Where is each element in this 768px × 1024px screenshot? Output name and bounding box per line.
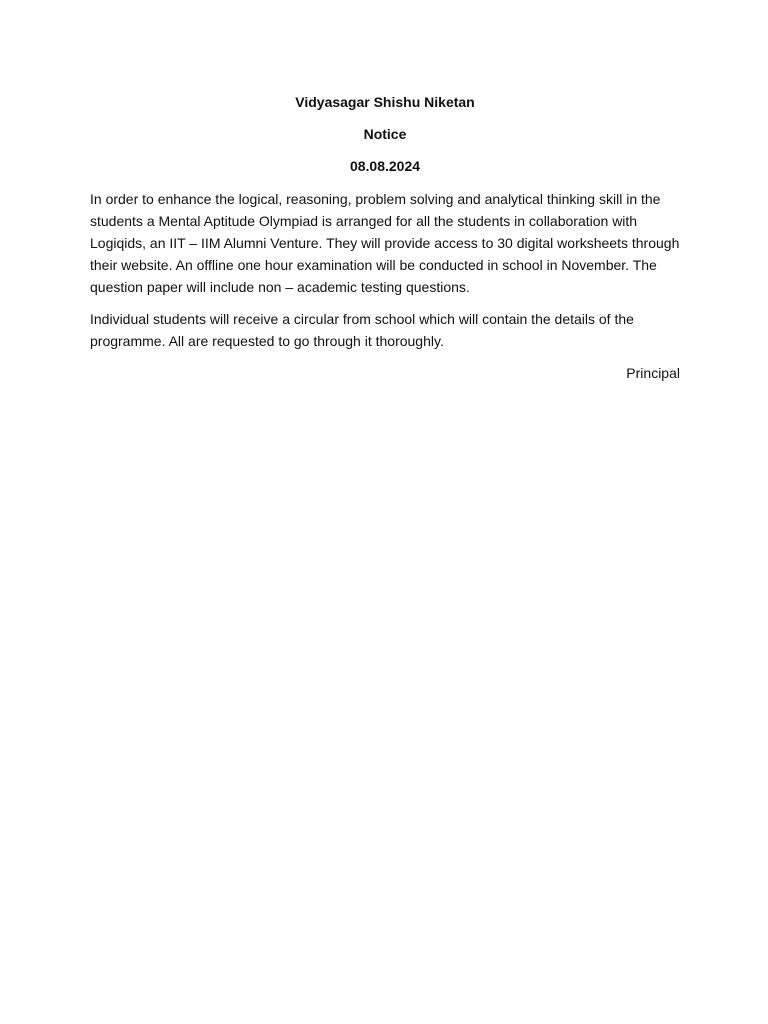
notice-paragraph-2: Individual students will receive a circular from school which will contain the details of the programme. All are requested to go through it thoroughly. bbox=[90, 311, 634, 349]
signature-principal: Principal bbox=[626, 365, 680, 381]
notice-document bbox=[90, 92, 680, 384]
notice-heading: Notice bbox=[363, 126, 407, 142]
notice-paragraph-1: In order to enhance the logical, reasoning, problem solving and analytical thinking skill in the students a Mental Aptitude Olympiad is arranged for all the students in collaboration with Logiqids, an IIT – IIM Alumni Venture. They will provide access to 30 digital worksheets through their website. An offline one hour examination will be conducted in school in November. The question paper will include non – academic testing questions. bbox=[90, 191, 680, 295]
school-name: Vidyasagar Shishu Niketan bbox=[295, 94, 475, 110]
notice-date: 08.08.2024 bbox=[349, 158, 421, 174]
